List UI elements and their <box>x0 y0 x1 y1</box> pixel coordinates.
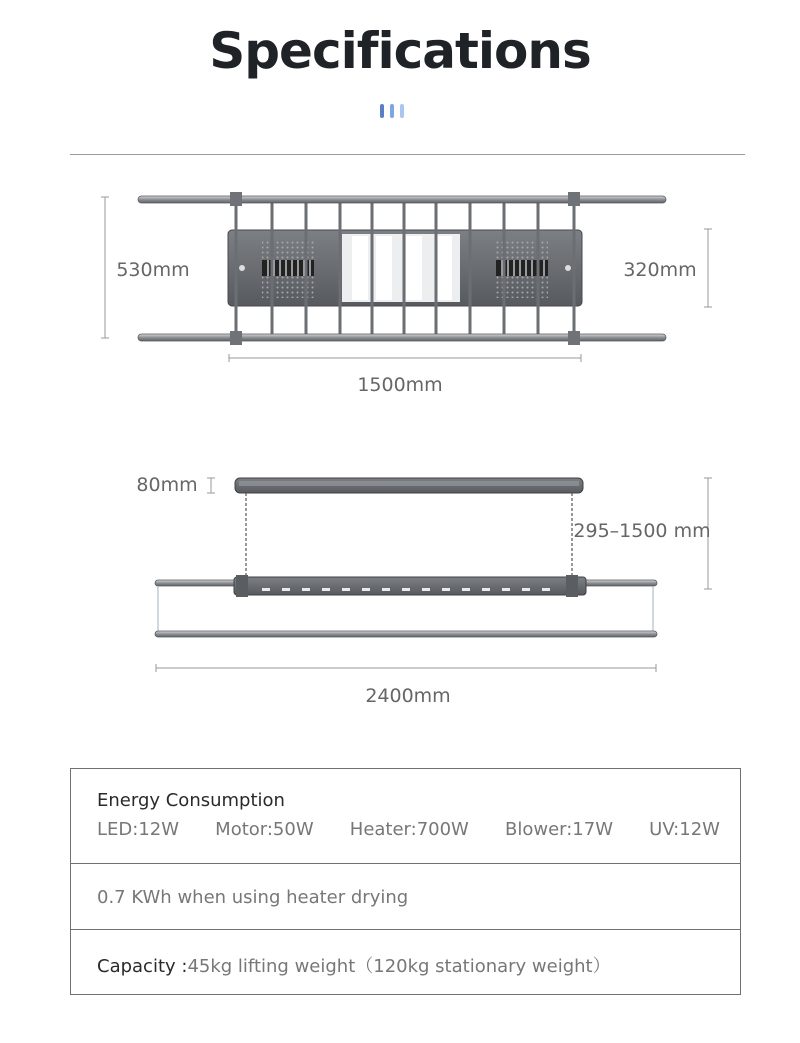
specifications-table <box>70 768 741 995</box>
heater-energy-note: 0.7 KWh when using heater drying <box>97 887 409 908</box>
power-item-heater: Heater:700W <box>349 819 469 840</box>
power-item-blower: Blower:17W <box>505 819 614 840</box>
energy-consumption-list <box>97 819 720 840</box>
power-item-uv: UV:12W <box>649 819 720 840</box>
capacity-text <box>97 952 611 978</box>
side-width-dimension-label: 2400mm <box>365 685 451 707</box>
energy-consumption-heading: Energy Consumption <box>97 790 285 811</box>
capacity-label: Capacity : <box>97 956 188 977</box>
heater-energy-row <box>71 864 740 930</box>
capacity-row <box>71 930 740 995</box>
inner-height-dimension-label: 320mm <box>623 259 697 281</box>
side-view-drawing <box>155 478 657 637</box>
power-item-led: LED:12W <box>97 819 180 840</box>
top-width-dimension-label: 1500mm <box>357 374 443 396</box>
drop-range-dimension-label: 295–1500 mm <box>573 520 711 542</box>
height-dimension-label: 530mm <box>116 259 190 281</box>
energy-consumption-row <box>71 769 740 864</box>
top-view-drawing <box>138 192 666 345</box>
thickness-dimension-label: 80mm <box>136 474 198 496</box>
power-item-motor: Motor:50W <box>215 819 314 840</box>
page-title: Specifications <box>209 22 591 80</box>
capacity-value: 45kg lifting weight（120kg stationary weight） <box>187 956 611 977</box>
